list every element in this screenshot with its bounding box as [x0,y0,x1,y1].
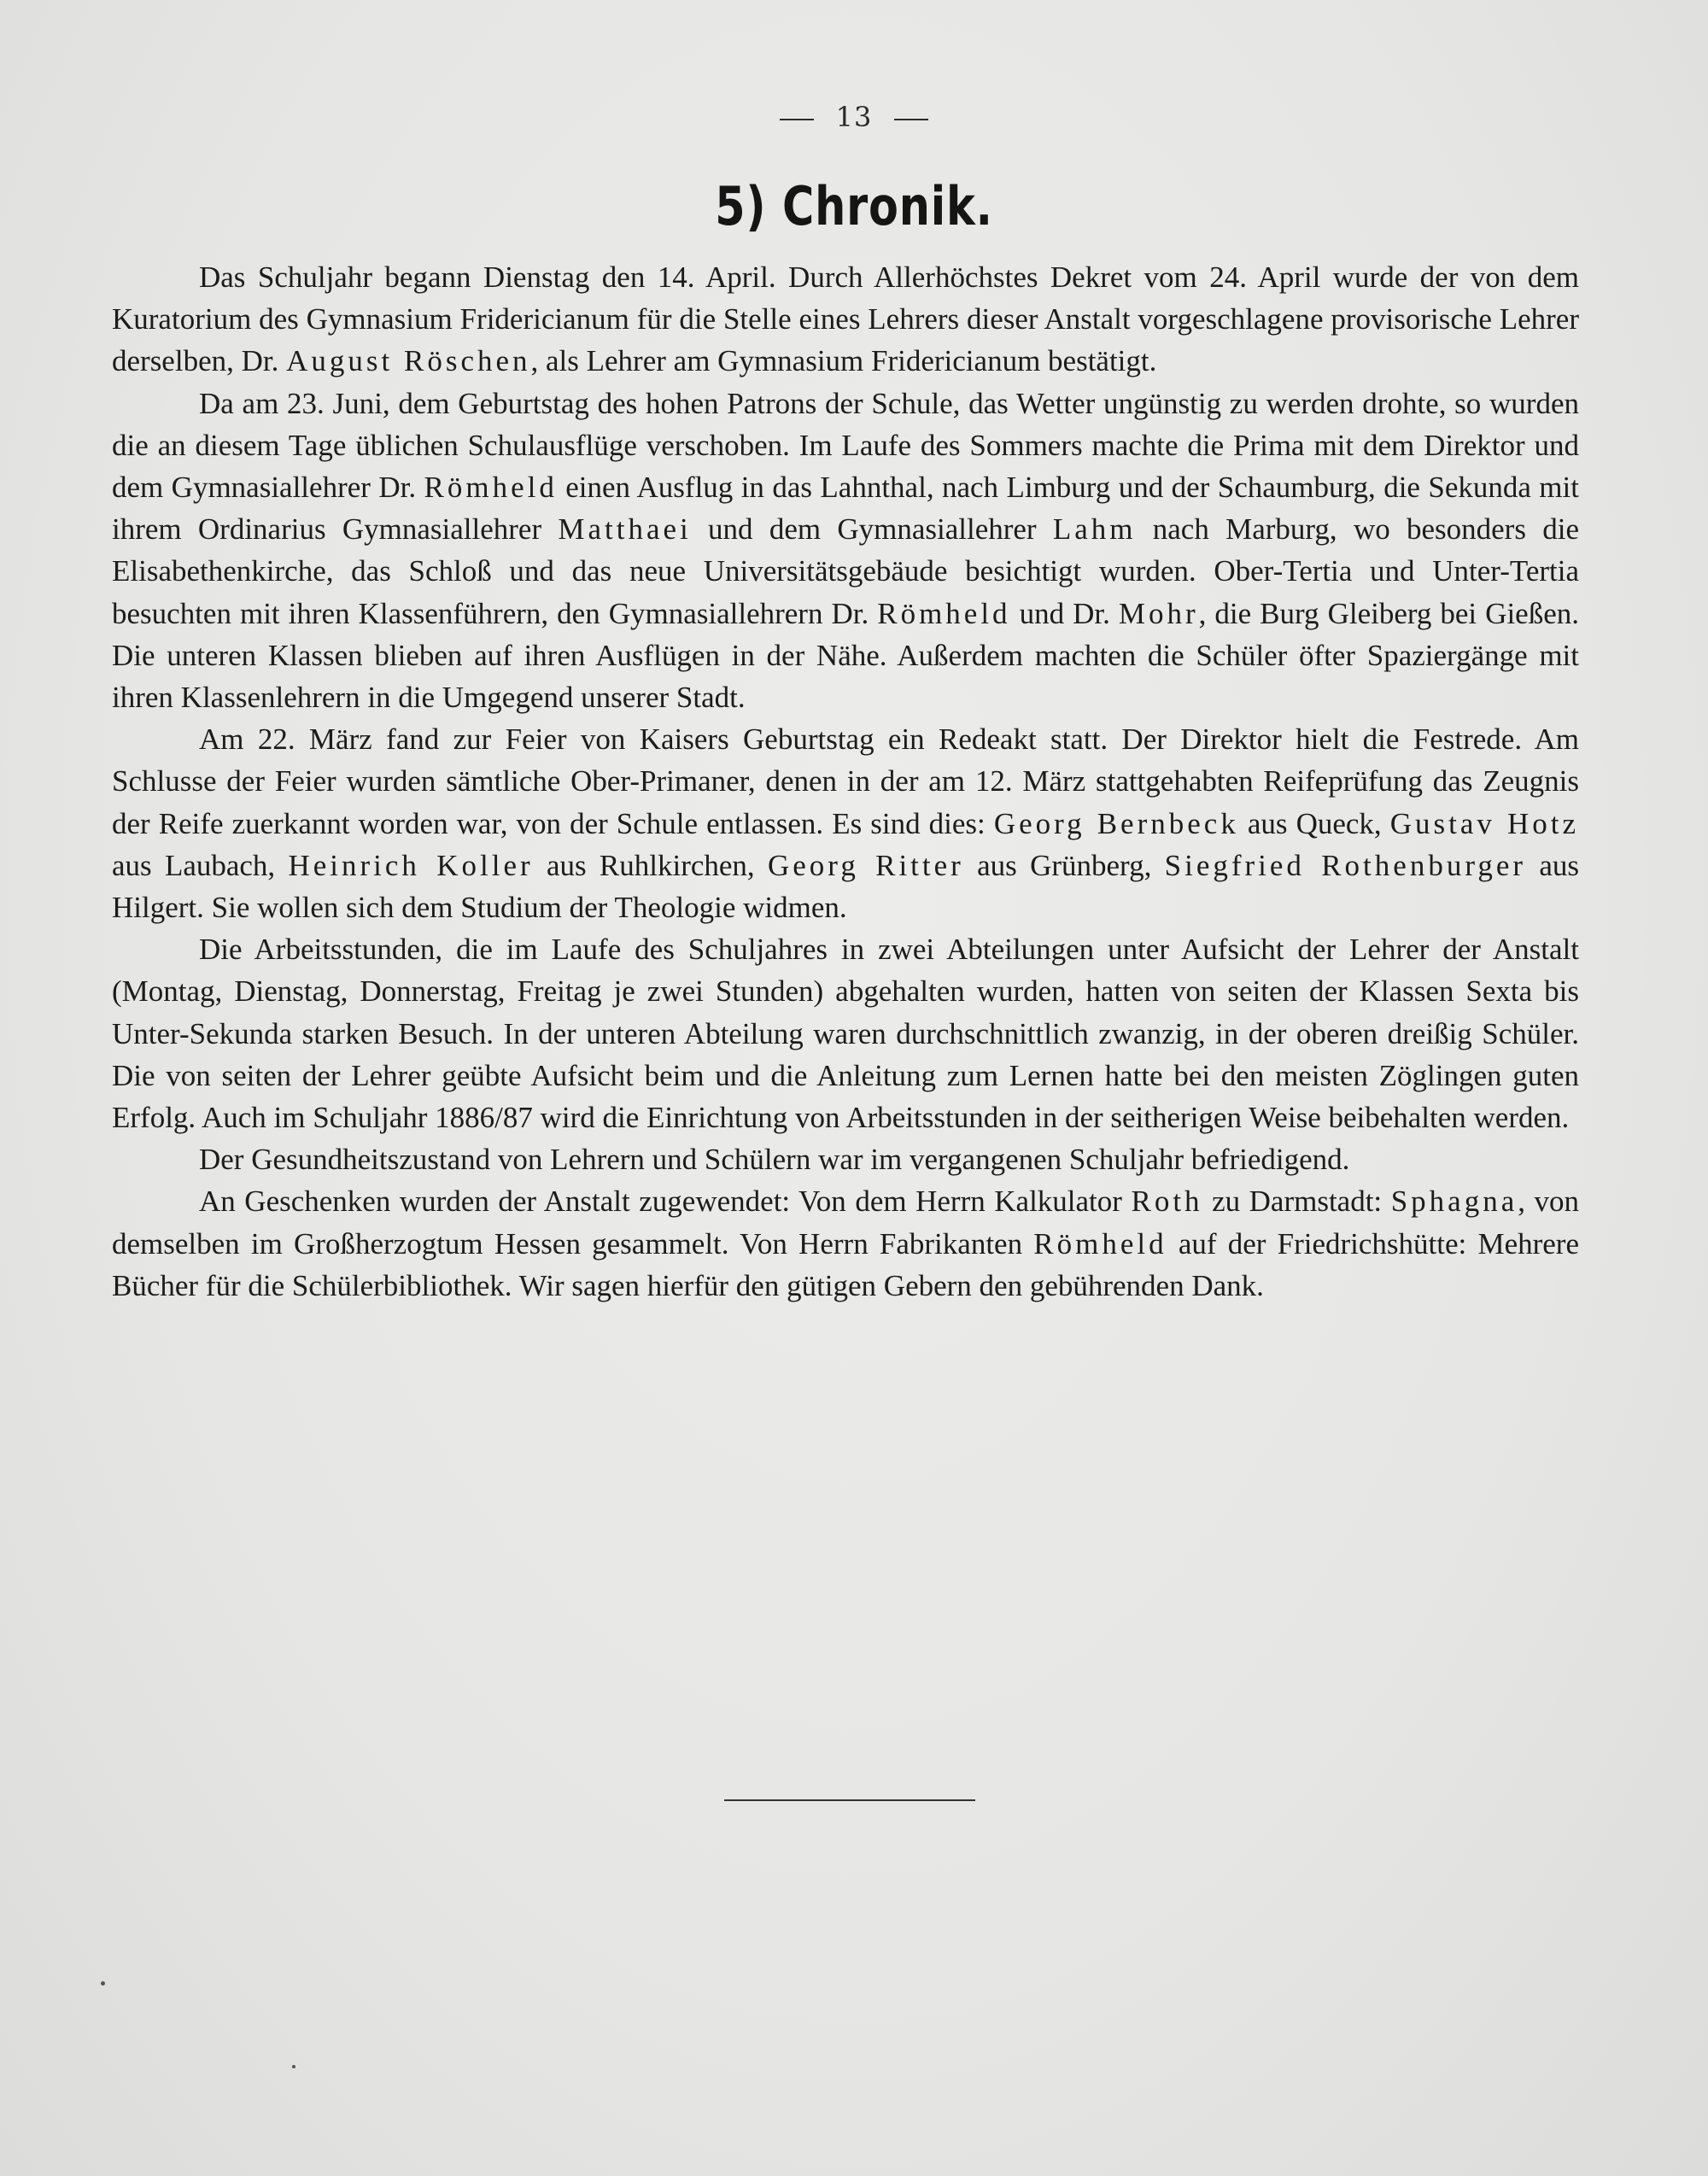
specimen-name: Sphagna [1390,1185,1518,1219]
text-run: auf der Friedrichshütte: Mehrere Bücher für die Schülerbibliothek. Wir sagen hierfür den gütigen Gebern den gebührenden Dank. [112,1226,1579,1302]
paragraph-6 [112,1180,1579,1307]
page-number-text: 13 [835,101,873,133]
person-name: August Röschen [286,344,531,378]
paper-speck [101,1981,105,1986]
person-name: Siegfried Rothenburger [1164,848,1527,882]
paragraph-3 [112,718,1579,928]
text-run: , von demselben im Großherzogtum Hessen gesammelt. Von Herrn Fabrikanten [112,1185,1580,1261]
person-name: Matthaei [558,512,692,547]
person-name: Römheld [877,596,1011,630]
paragraph-1 [112,256,1579,383]
person-name: Gustav Hotz [1389,806,1579,840]
text-run: , die Burg Gleiberg bei Gießen. Die unteren Klassen blieben auf ihren Ausflügen in der Nähe. Außerdem machten die Schüler öfter Spaziergänge mit ihren Klassenlehrern in die Umgegend unserer Stadt. [112,596,1579,715]
person-name: Roth [1131,1185,1203,1219]
text-run: aus Queck, [1238,806,1390,840]
body-text [112,256,1579,1307]
text-run: und Dr. [1010,596,1119,630]
text-run: An Geschenken wurden der Anstalt zugewendet: Von dem Herrn Kalkulator [199,1185,1132,1219]
text-run: nach Marburg, wo besonders die Elisabethenkirche, das Schloß und das neue Universitätsgebäude besichtigt wurden. Ober-Tertia und Unter-Tertia besuchten mit ihren Klassenführern, den Gymnasiallehrern Dr. [112,512,1579,630]
person-name: Lahm [1052,512,1137,547]
text-run: aus Ruhlkirchen, [533,848,768,882]
dash-right [894,119,928,120]
text-run: Das Schuljahr begann Dienstag den 14. April. Durch Allerhöchstes Dekret vom 24. April wurde der von dem Kuratorium des Gymnasium Fridericianum für die Stelle eines Lehrers dieser Anstalt vorgeschlagene provisorische Lehrer derselben, Dr. [112,260,1579,378]
text-run: aus Hilgert. Sie wollen sich dem Studium der Theologie widmen. [112,848,1579,925]
person-name: Römheld [424,471,558,505]
person-name: Römheld [1033,1226,1167,1261]
text-run: Am 22. März fand zur Feier von Kaisers Geburtstag ein Redeakt statt. Der Direktor hielt die Festrede. Am Schlusse der Feier wurden sämtliche Ober-Primaner, denen in der am 12. März stattgehabten Reifeprüfung das Zeugnis der Reife zuerkannt worden war, von der Schule entlassen. Es sind dies: [112,722,1579,840]
text-run: zu Darmstadt: [1202,1185,1391,1219]
text-run: und dem Gymnasiallehrer [691,512,1053,547]
person-name: Heinrich Koller [288,848,534,882]
page-number [0,101,1708,133]
dash-left [780,119,814,120]
paper-speck [292,2065,295,2068]
end-rule [724,1799,975,1801]
section-heading: 5) Chronik. [715,175,993,237]
person-name: Georg Bernbeck [993,806,1239,840]
text-run: aus Grünberg, [963,848,1165,882]
paragraph-5: Der Gesundheitszustand von Lehrern und Schülern war im vergangenen Schuljahr befriedigend. [199,1143,1350,1177]
text-run: einen Ausflug in das Lahnthal, nach Limburg und der Schaumburg, die Sekunda mit ihrem Ordinarius Gymnasiallehrer [112,471,1579,547]
person-name: Mohr [1118,596,1199,630]
paragraph-2 [112,383,1579,719]
text-run: Da am 23. Juni, dem Geburtstag des hohen Patrons der Schule, das Wetter ungünstig zu werden drohte, so wurden die an diesem Tage üblichen Schulausflüge verschoben. Im Laufe des Sommers machte die Prima mit dem Direktor und dem Gymnasiallehrer Dr. [112,386,1579,505]
person-name: Georg Ritter [767,848,964,882]
text-run: , als Lehrer am Gymnasium Fridericianum bestätigt. [530,344,1157,378]
paragraph-4: Die Arbeitsstunden, die im Laufe des Schuljahres in zwei Abteilungen unter Aufsicht der Lehrer der Anstalt (Montag, Dienstag, Donnerstag, Freitag je zwei Stunden) abgehalten wurden, hatten von seiten der Klassen Sexta bis Unter-Sekunda starken Besuch. In der unteren Abteilung waren durchschnittlich zwanzig, in der oberen dreißig Schüler. Die von seiten der Lehrer geübte Aufsicht beim und die Anleitung zum Lernen hatte bei den meisten Zöglingen guten Erfolg. Auch im Schuljahr 1886/87 wird die Einrichtung von Arbeitsstunden in der seitherigen Weise beibehalten werden. [112,933,1579,1135]
text-run: aus Laubach, [112,848,289,882]
